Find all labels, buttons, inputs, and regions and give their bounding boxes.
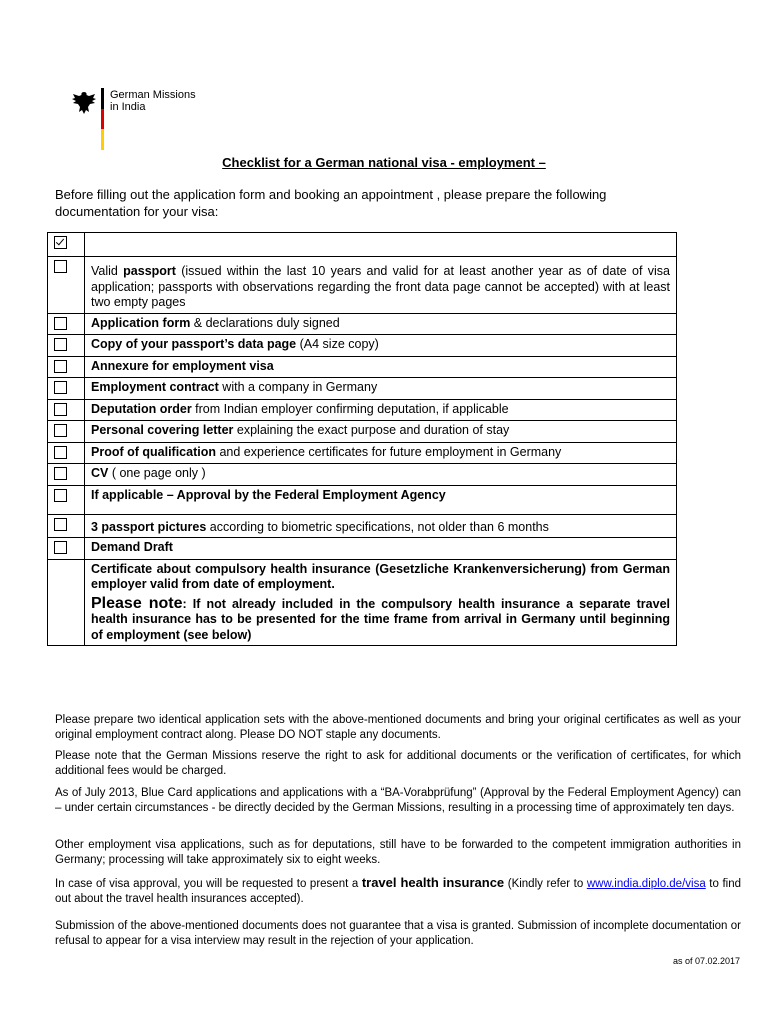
travel-health-insurance-term: travel health insurance (361, 875, 505, 890)
insurance-row (48, 559, 677, 646)
checklist-row (48, 233, 677, 257)
footer-paragraph-2: Please note that the German Missions reserve the right to ask for additional documents or the verification of certificates, for which additional fees would be charged. (55, 750, 741, 777)
logo-text (110, 89, 196, 113)
intro-text: Before filling out the application form and booking an appointment , please prepare the following documentation for your visa: (55, 187, 607, 219)
footer-paragraph-3: As of July 2013, Blue Card applications and applications with a “BA-Vorabprüfung” (Approval by the Federal Employment Agency) can – under certain circumstances - be directly decided by the German Missions, resulting in a processing time of approximately ten days. (55, 787, 741, 814)
checkbox[interactable] (54, 489, 67, 502)
item-bold: Demand Draft (91, 540, 173, 554)
footer-paragraph-1: Please prepare two identical application sets with the above-mentioned documents and bring your original certificates as well as your original employment contract along. Please DO NOT staple any documents. (55, 714, 741, 741)
checkbox-cell (48, 421, 85, 443)
checkbox-cell (48, 233, 85, 257)
checked-checkbox-icon[interactable] (54, 236, 67, 249)
checkbox[interactable] (54, 541, 67, 554)
checkbox-cell (48, 335, 85, 357)
item-detail: & declarations duly signed (190, 315, 340, 330)
checklist-row (48, 485, 677, 514)
checkbox[interactable] (54, 338, 67, 351)
checkbox-cell (48, 313, 85, 335)
empty-cell (48, 559, 85, 646)
checkbox-cell (48, 514, 85, 538)
logo-line-1: German Missions (110, 89, 196, 101)
item-detail: (A4 size copy) (296, 337, 379, 351)
item-bold: CV (91, 466, 109, 480)
p5-text-c: to find out about the travel health insurances accepted). (55, 878, 741, 905)
checkbox-cell (48, 485, 85, 514)
p5-text-b: (Kindly refer to (504, 878, 587, 890)
document-title: Checklist for a German national visa - employment – (222, 155, 546, 170)
insurance-certificate: Certificate about compulsory health insurance (Gesetzliche Krankenversicherung) from German employer valid from date of employment. (91, 561, 670, 591)
checkbox-cell (48, 378, 85, 400)
footer-paragraph-6: Submission of the above-mentioned documents does not guarantee that a visa is granted. Submission of incomplete documentation or refusal to appear for a visa interview may result in the rejection of your application. (55, 920, 741, 947)
checkbox[interactable] (54, 317, 67, 330)
item-detail: from Indian employer confirming deputation, if applicable (191, 401, 509, 416)
checkbox-cell (48, 464, 85, 486)
please-note-text: : If not already included in the compulsory health insurance a separate travel health insurance has to be presented for the time frame from arrival in Germany until beginning of employment (see below) (91, 596, 670, 642)
german-flag-bar (101, 88, 104, 150)
checkbox[interactable] (54, 446, 67, 459)
checklist-item-text (85, 257, 677, 314)
checklist-row (48, 356, 677, 378)
please-note-label: Please note (91, 594, 183, 612)
checklist-item-text (85, 378, 677, 400)
p5-text-a: In case of visa approval, you will be requested to present a (55, 878, 362, 890)
checklist-item-text (85, 233, 677, 257)
checklist-item-text (85, 442, 677, 464)
checklist-item-text (85, 538, 677, 560)
checkbox[interactable] (54, 518, 67, 531)
checklist-item-text (85, 485, 677, 514)
item-detail: according to biometric specifications, not older than 6 months (206, 519, 549, 534)
please-note (91, 596, 670, 644)
item-bold: Deputation order (91, 401, 192, 416)
checkbox-cell (48, 442, 85, 464)
checkbox-cell (48, 356, 85, 378)
footer-paragraph-4: Other employment visa applications, such as for deputations, still have to be forwarded to the competent immigration authorities in Germany; processing will take approximately six to eight weeks. (55, 839, 741, 866)
checklist-row (48, 399, 677, 421)
checklist-row (48, 421, 677, 443)
item-detail: ( one page only ) (108, 466, 206, 480)
checklist-row (48, 257, 677, 314)
checklist-row (48, 464, 677, 486)
checkbox[interactable] (54, 424, 67, 437)
checklist-row (48, 538, 677, 560)
item-bold: If applicable – Approval by the Federal Employment Agency (91, 487, 446, 502)
checklist-row (48, 335, 677, 357)
checklist-item-text (85, 313, 677, 335)
checkbox-cell (48, 257, 85, 314)
checklist-row (48, 442, 677, 464)
checklist-item-text (85, 464, 677, 486)
item-bold: Proof of qualification (91, 444, 216, 459)
checklist-item-text (85, 335, 677, 357)
item-detail: explaining the exact purpose and duration of stay (233, 423, 510, 437)
item-bold: Personal covering letter (91, 423, 234, 437)
checklist-item-text (85, 421, 677, 443)
checklist-item-text (85, 356, 677, 378)
logo-line-2: in India (110, 101, 146, 113)
visa-info-link[interactable]: www.india.diplo.de/visa (586, 878, 706, 890)
checkbox[interactable] (54, 403, 67, 416)
footer-paragraph-5 (55, 875, 741, 907)
checkbox-cell (48, 399, 85, 421)
checklist-row (48, 313, 677, 335)
checklist-item-text (85, 399, 677, 421)
item-detail: (issued within the last 10 years and valid for at least another year as of date of visa application; passports with observations regarding the front data page cannot be accepted) with at least two empty pages (91, 264, 670, 309)
item-detail: with a company in Germany (218, 380, 378, 394)
checkbox[interactable] (54, 260, 67, 273)
checkbox[interactable] (54, 381, 67, 394)
item-bold: passport (123, 264, 176, 278)
item-bold: Application form (91, 315, 191, 330)
item-detail: and experience certificates for future employment in Germany (216, 444, 562, 459)
checklist-row (48, 514, 677, 538)
item-lead: Valid (91, 264, 124, 278)
checkbox-cell (48, 538, 85, 560)
checkbox[interactable] (54, 360, 67, 373)
item-bold: Employment contract (91, 380, 219, 394)
checklist-table (47, 232, 677, 646)
as-of-date: as of 07.02.2017 (672, 956, 740, 966)
checklist-item-text (85, 514, 677, 538)
insurance-text (85, 559, 677, 646)
checklist-row (48, 378, 677, 400)
checkbox[interactable] (54, 467, 67, 480)
item-bold: 3 passport pictures (91, 519, 207, 534)
federal-eagle-icon (71, 90, 97, 116)
item-bold: Annexure for employment visa (91, 358, 274, 373)
item-bold: Copy of your passport’s data page (91, 337, 297, 351)
